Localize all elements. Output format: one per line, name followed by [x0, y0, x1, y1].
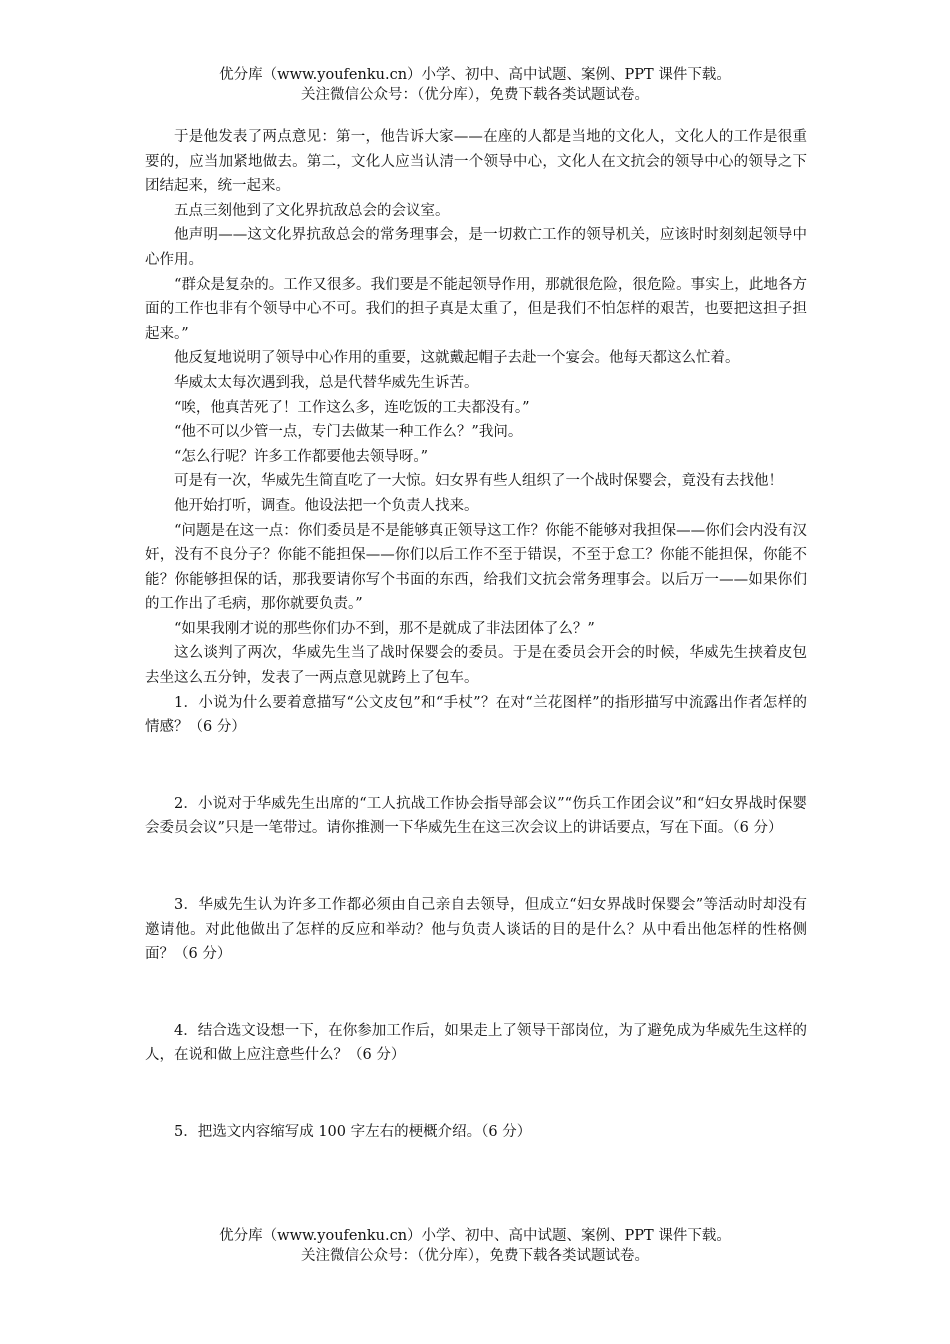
- story-paragraph: “群众是复杂的。工作又很多。我们要是不能起领导作用，那就很危险，很危险。事实上，此地各方面的工作也非有个领导中心不可。我们的担子真是太重了，但是我们不怕怎样的艰苦，也要把这担子担起来。”: [145, 276, 807, 342]
- story-paragraph: 他反复地说明了领导中心作用的重要，这就戴起帽子去赴一个宴会。他每天都这么忙着。: [174, 350, 740, 367]
- answer-space: [145, 1068, 807, 1120]
- question-3: 3．华威先生认为许多工作都必须由自己亲自去领导，但成立“妇女界战时保婴会”等活动时却没有邀请他。对此他做出了怎样的反应和举动？他与负责人谈话的目的是什么？从中看出他怎样的性格侧面？（6 分）: [145, 897, 807, 963]
- story-paragraph: 华威太太每次遇到我，总是代替华威先生诉苦。: [174, 374, 479, 391]
- story-paragraph: “问题是在这一点：你们委员是不是能够真正领导这工作？你能不能够对我担保——你们会内没有汉奸，没有不良分子？你能不能担保——你们以后工作不至于错误，不至于怠工？你能不能担保，你能不能？你能够担保的话，那我要请你写个书面的东西，给我们文抗会常务理事会。以后万一——如果你们的工作出了毛病，那你就要负责。”: [145, 522, 807, 613]
- answer-space: [145, 967, 807, 1019]
- question-5: 5．把选文内容缩写成 100 字左右的梗概介绍。（6 分）: [174, 1124, 532, 1140]
- footer-line-2: 关注微信公众号：（优分库），免费下载各类试题试卷。: [301, 1248, 649, 1264]
- header-line-1: 优分库（www.youfenku.cn）小学、初中、高中试题、案例、PPT 课件下载。: [219, 67, 731, 83]
- page-header: [0, 65, 950, 105]
- answer-space: [145, 740, 807, 792]
- story-paragraph: “怎么行呢？许多工作都要他去领导呀。”: [174, 448, 429, 465]
- story-paragraph: “如果我刚才说的那些你们办不到，那不是就成了非法团体了么？”: [174, 620, 595, 637]
- question-4: 4．结合选文设想一下，在你参加工作后，如果走上了领导干部岗位，为了避免成为华威先生这样的人，在说和做上应注意些什么？（6 分）: [145, 1022, 807, 1064]
- document-body: [145, 125, 807, 1145]
- story-paragraph: 可是有一次，华威先生简直吃了一大惊。妇女界有些人组织了一个战时保婴会，竟没有去找他！: [174, 473, 783, 490]
- story-paragraph: 这么谈判了两次，华威先生当了战时保婴会的委员。于是在委员会开会的时候，华威先生挟着皮包去坐这么五分钟，发表了一两点意见就跨上了包车。: [145, 645, 807, 687]
- question-2: 2．小说对于华威先生出席的“工人抗战工作协会指导部会议”“伤兵工作团会议”和“妇女界战时保婴会委员会议”只是一笔带过。请你推测一下华威先生在这三次会议上的讲话要点，写在下面。（6 分）: [145, 795, 807, 837]
- story-paragraph: 于是他发表了两点意见：第一，他告诉大家——在座的人都是当地的文化人，文化人的工作是很重要的，应当加紧地做去。第二，文化人应当认清一个领导中心，文化人在文抗会的领导中心的领导之下团结起来，统一起来。: [145, 129, 807, 195]
- footer-line-1: 优分库（www.youfenku.cn）小学、初中、高中试题、案例、PPT 课件下载。: [219, 1228, 731, 1244]
- story-paragraph: “唉，他真苦死了！工作这么多，连吃饭的工夫都没有。”: [174, 399, 530, 416]
- header-line-2: 关注微信公众号：（优分库），免费下载各类试题试卷。: [301, 87, 649, 103]
- question-1: 1．小说为什么要着意描写“公文皮包”和“手杖”？在对“兰花图样”的指形描写中流露出作者怎样的情感？（6 分）: [145, 694, 807, 736]
- answer-space: [145, 841, 807, 893]
- story-paragraph: 他开始打听，调查。他设法把一个负责人找来。: [174, 497, 479, 514]
- page-footer: [0, 1226, 950, 1266]
- story-paragraph: 五点三刻他到了文化界抗敌总会的会议室。: [174, 202, 450, 219]
- story-paragraph: 他声明——这文化界抗敌总会的常务理事会，是一切救亡工作的领导机关，应该时时刻刻起领导中心作用。: [145, 227, 807, 268]
- story-paragraph: “他不可以少管一点，专门去做某一种工作么？”我问。: [174, 424, 523, 441]
